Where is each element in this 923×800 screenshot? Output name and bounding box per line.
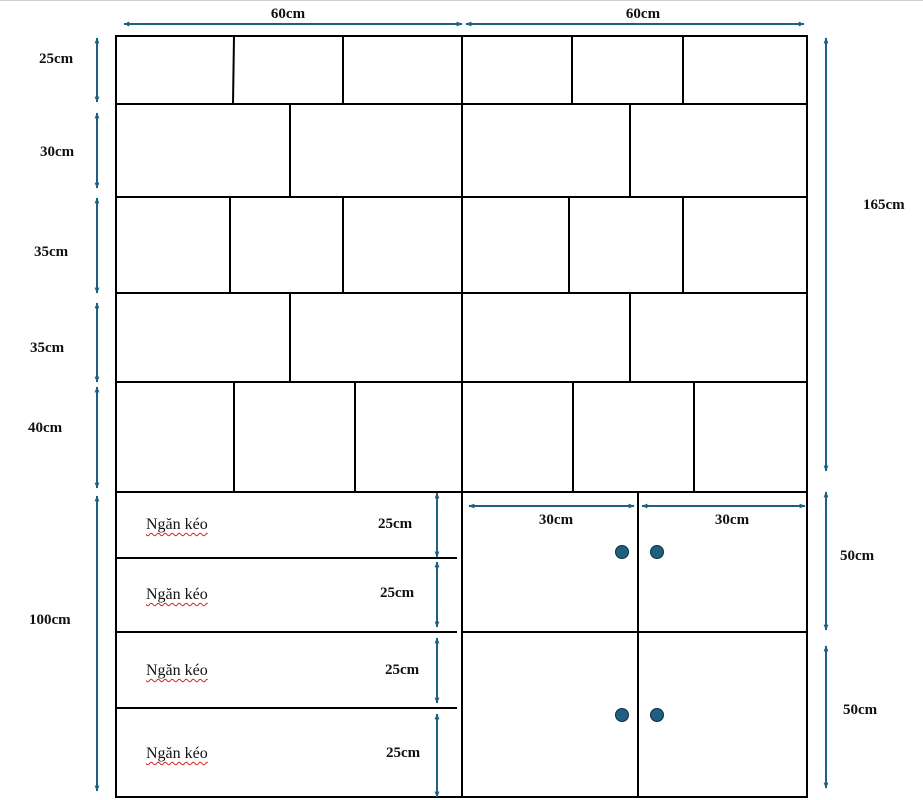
drawer-height-label: 25cm — [380, 585, 415, 601]
height-label-upper-total: 165cm — [863, 197, 905, 213]
height-label-cabinet-lower: 50cm — [843, 702, 878, 718]
drawer-height-label: 25cm — [386, 745, 421, 761]
height-label-row3: 35cm — [34, 244, 69, 260]
door-knob — [651, 709, 664, 722]
drawer-label: Ngăn kéo — [146, 662, 208, 679]
width-label-right: 60cm — [625, 6, 661, 22]
drawer-label: Ngăn kéo — [146, 586, 208, 603]
height-label-row4: 35cm — [30, 340, 65, 356]
height-label-row5: 40cm — [28, 420, 63, 436]
door-knob — [616, 546, 629, 559]
brick-divider — [233, 36, 234, 104]
height-label-cabinet-upper: 50cm — [840, 548, 875, 564]
drawer-height-label: 25cm — [385, 662, 420, 678]
door-knob — [651, 546, 664, 559]
width-label-left: 60cm — [270, 6, 306, 22]
drawer-label: Ngăn kéo — [146, 745, 208, 762]
height-label-row2: 30cm — [40, 144, 75, 160]
door-knobs — [616, 546, 664, 722]
door-knob — [616, 709, 629, 722]
cabinet-structure — [116, 36, 807, 797]
door-width-label-right: 30cm — [714, 512, 750, 528]
door-width-label-left: 30cm — [538, 512, 574, 528]
height-label-lower-total: 100cm — [29, 612, 71, 628]
height-label-row1: 25cm — [39, 51, 74, 67]
drawer-height-label: 25cm — [378, 516, 413, 532]
drawer-label: Ngăn kéo — [146, 516, 208, 533]
